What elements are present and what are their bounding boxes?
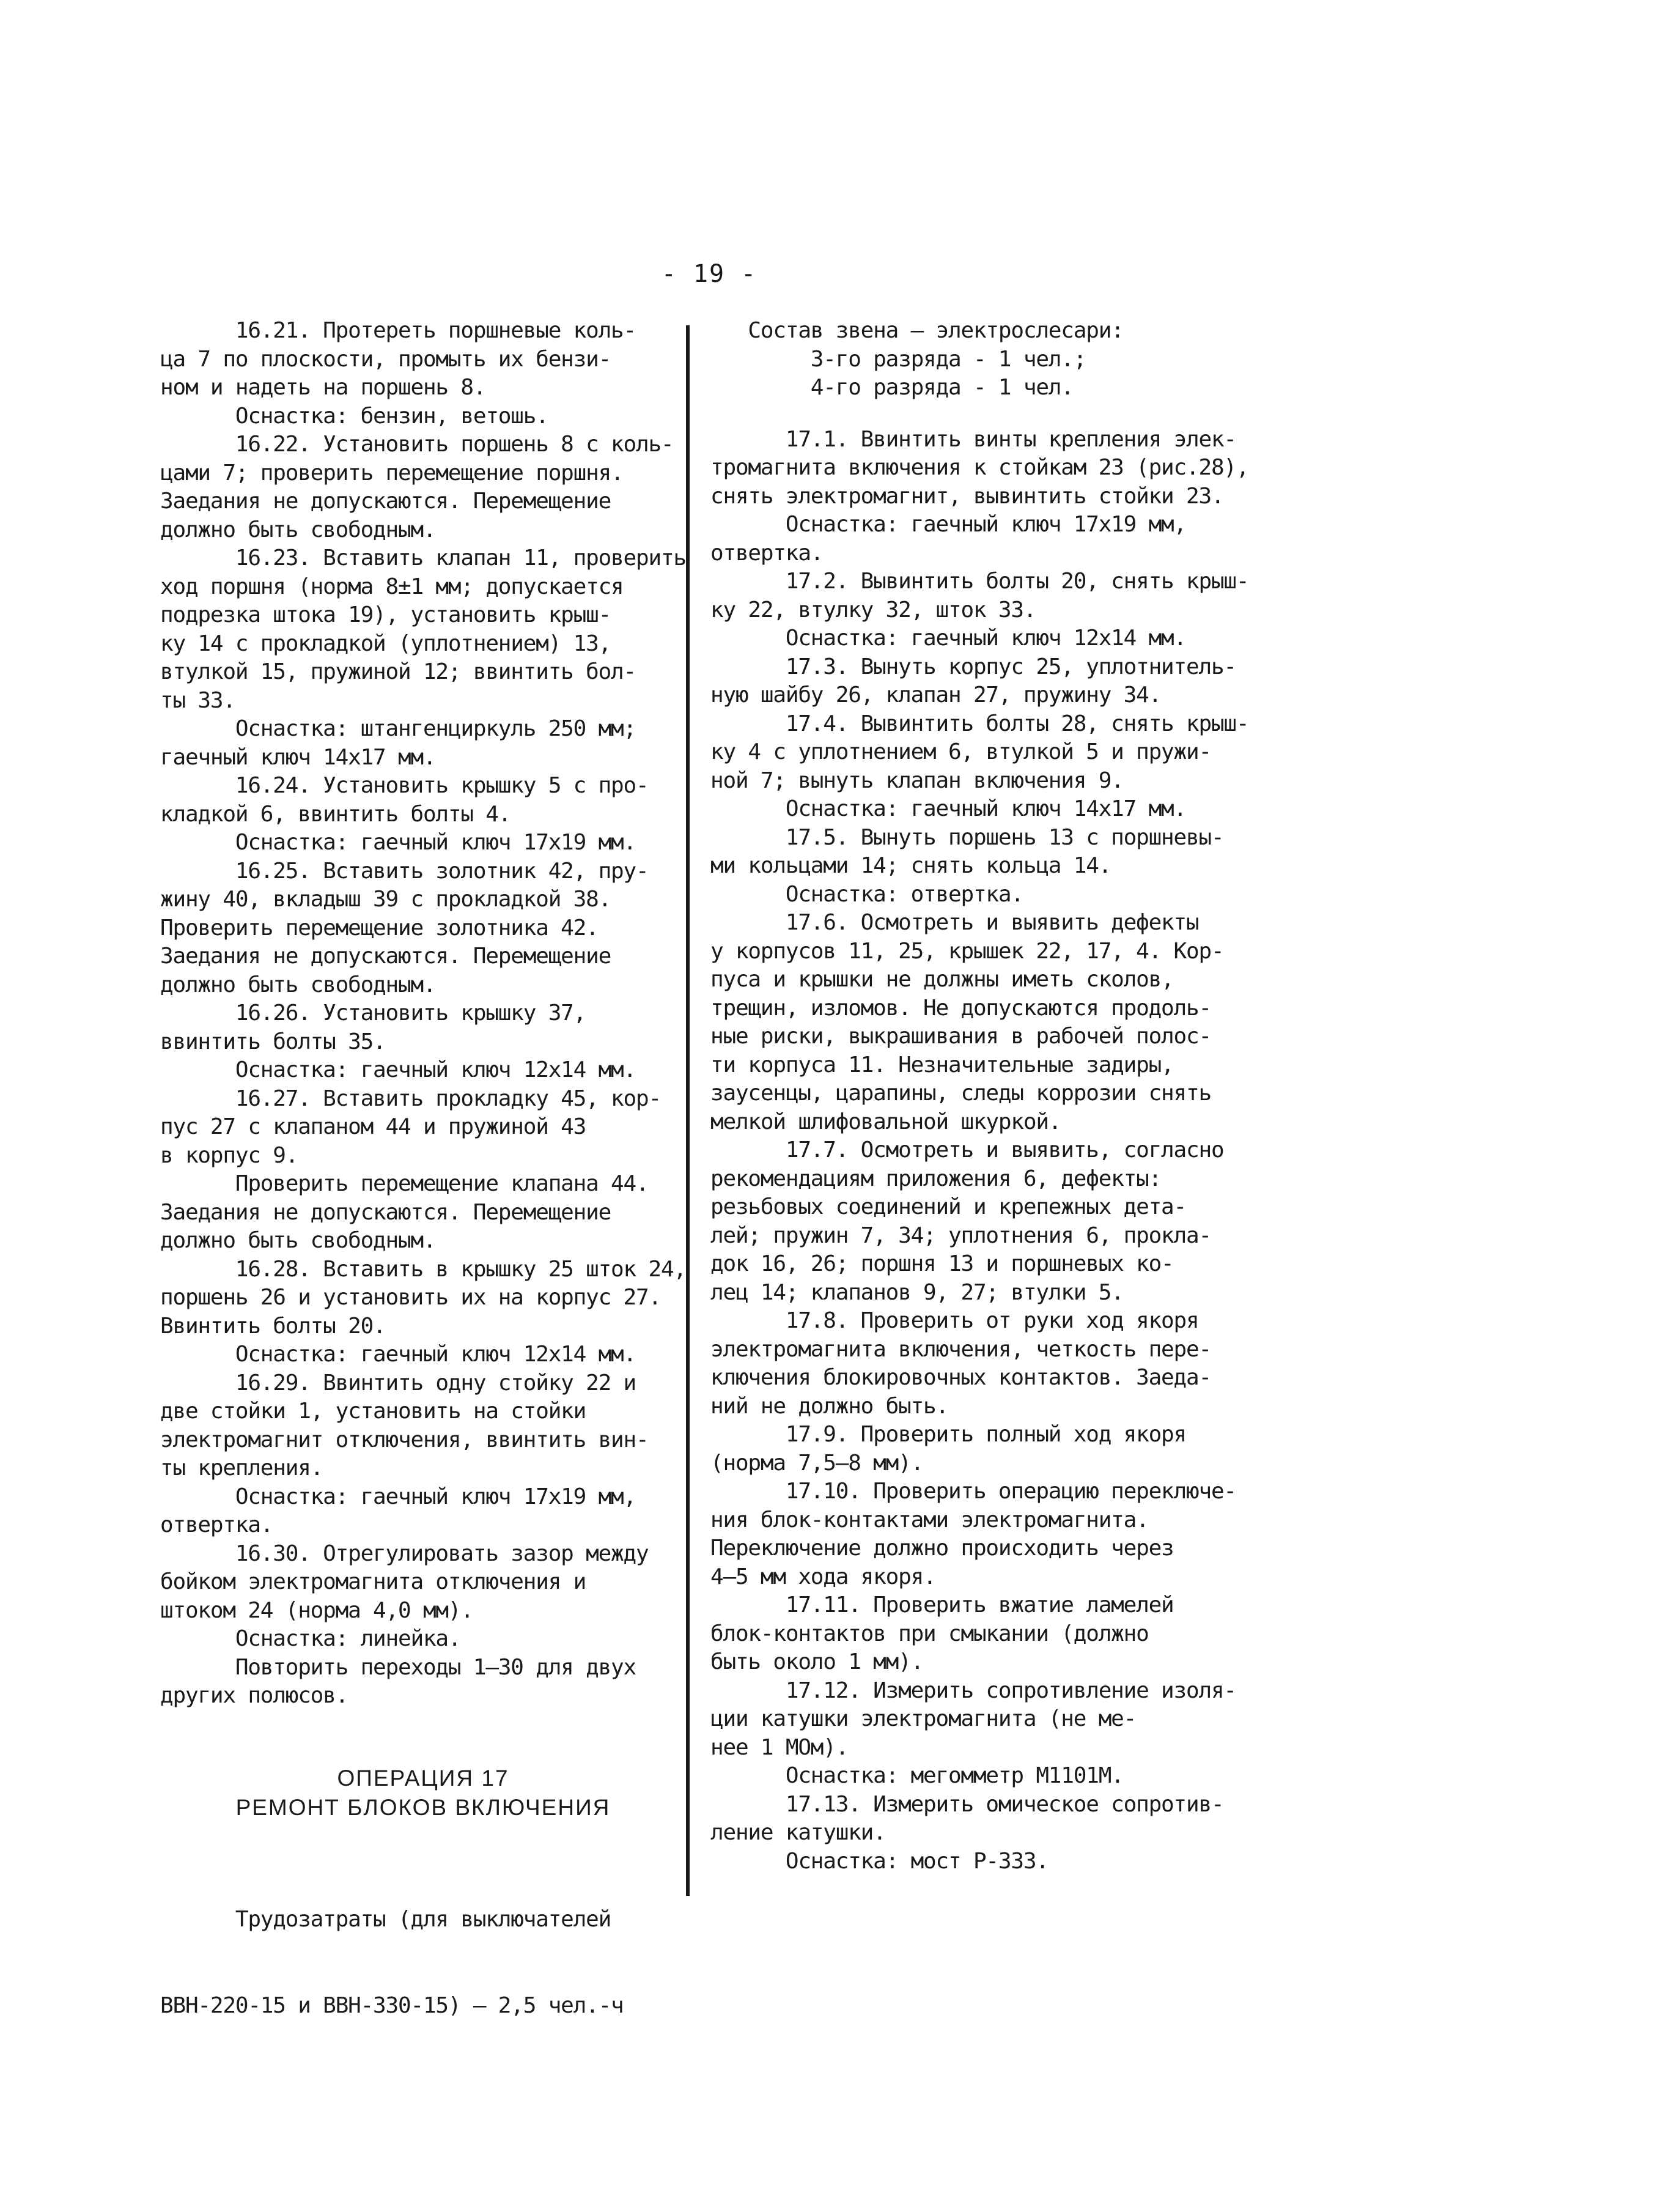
page-number: - 19 - (661, 260, 757, 288)
text-line: Оснастка: штангенциркуль 250 мм; (160, 716, 636, 741)
text-line: ку 14 с прокладкой (уплотнением) 13, (160, 631, 611, 656)
text-line: Оснастка: гаечный ключ 17х19 мм, (710, 512, 1187, 537)
text-line: блок-контактов при смыкании (должно (710, 1621, 1149, 1646)
text-line: ход поршня (норма 8±1 мм; допускается (160, 574, 624, 599)
text-line: электромагнита включения, четкость пере- (710, 1336, 1211, 1362)
text-line: ном и надеть на поршень 8. (160, 375, 486, 400)
text-line: других полюсов. (160, 1683, 348, 1708)
text-line: ции катушки электромагнита (не ме- (710, 1706, 1137, 1731)
text-line: 16.29. Ввинтить одну стойку 22 и (160, 1370, 636, 1396)
text-line: втулкой 15, пружиной 12; ввинтить бол- (160, 659, 636, 684)
text-line: цами 7; проверить перемещение поршня. (160, 460, 624, 486)
text-line: должно быть свободным. (160, 517, 436, 542)
text-line: резьбовых соединений и крепежных дета- (710, 1194, 1187, 1219)
text-line: Оснастка: бензин, ветошь. (160, 403, 548, 429)
text-line: Оснастка: гаечный ключ 17х19 мм, (160, 1484, 636, 1509)
labor-line: Трудозатраты (для выключателей (160, 1907, 611, 1932)
text-line: 17.12. Измерить сопротивление изоля- (710, 1677, 1236, 1703)
text-line: Переключение должно происходить через (710, 1536, 1174, 1561)
text-line: поршень 26 и установить их на корпус 27. (160, 1285, 661, 1310)
text-line: ку 4 с уплотнением 6, втулкой 5 и пружи- (710, 739, 1211, 764)
text-line: 17.7. Осмотреть и выявить, согласно (710, 1137, 1224, 1163)
text-line: две стойки 1, установить на стойки (160, 1399, 586, 1424)
text-line: ния блок-контактами электромагнита. (710, 1507, 1149, 1533)
text-line: 16.30. Отрегулировать зазор между (160, 1541, 649, 1566)
text-line: 17.3. Вынуть корпус 25, уплотнитель- (710, 654, 1236, 679)
text-line: Заедания не допускаются. Перемещение (160, 1199, 611, 1225)
text-line: 17.9. Проверить полный ход якоря (710, 1422, 1187, 1447)
text-line: док 16, 26; поршня 13 и поршневых ко- (710, 1251, 1174, 1276)
text-line: 3-го разряда - 1 чел.; (710, 346, 1086, 372)
labor-line: ВВН-220-15 и ВВН-330-15) — 2,5 чел.-ч (160, 1992, 624, 2018)
text-line: ты крепления. (160, 1456, 323, 1481)
spacer (710, 402, 1273, 426)
text-line: Ввинтить болты 20. (160, 1313, 386, 1339)
text-line: 16.27. Вставить прокладку 45, кор- (160, 1086, 661, 1111)
text-line: Повторить переходы 1–30 для двух (160, 1654, 636, 1680)
text-line: пус 27 с клапаном 44 и пружиной 43 (160, 1114, 586, 1139)
text-line: у корпусов 11, 25, крышек 22, 17, 4. Кор- (710, 938, 1224, 964)
text-line: тромагнита включения к стойкам 23 (рис.28), (710, 455, 1249, 480)
text-line: ми кольцами 14; снять кольца 14. (710, 853, 1111, 878)
text-line: Состав звена — электрослесари: (710, 318, 1124, 343)
text-line: должно быть свободным. (160, 1228, 436, 1253)
text-line: трещин, изломов. Не допускаются продоль- (710, 995, 1211, 1021)
text-line: Оснастка: отвертка. (710, 881, 1023, 907)
text-line: ты 33. (160, 687, 235, 713)
text-line: ку 22, втулку 32, шток 33. (710, 597, 1036, 623)
text-line: 17.4. Вывинтить болты 28, снять крыш- (710, 711, 1249, 736)
labor-cost (160, 1848, 686, 2048)
text-line: отвертка. (160, 1512, 273, 1537)
text-line: Проверить перемещение золотника 42. (160, 915, 599, 941)
text-line: снять электромагнит, вывинтить стойки 23. (710, 483, 1224, 509)
text-line: Оснастка: мегомметр М1101М. (710, 1763, 1124, 1788)
operation-title: ОПЕРАЦИЯ 17 (337, 1766, 509, 1791)
text-line: 4–5 мм хода якоря. (710, 1564, 936, 1589)
text-line: 17.5. Вынуть поршень 13 с поршневы- (710, 824, 1224, 850)
text-line: 16.23. Вставить клапан 11, проверить (160, 546, 686, 571)
text-line: электромагнит отключения, ввинтить вин- (160, 1427, 649, 1452)
text-line: (норма 7,5–8 мм). (710, 1450, 924, 1476)
text-line: ца 7 по плоскости, промыть их бензи- (160, 346, 611, 372)
text-line: ной 7; вынуть клапан включения 9. (710, 768, 1124, 793)
text-line: Заедания не допускаются. Перемещение (160, 944, 611, 969)
text-line: 17.2. Вывинтить болты 20, снять крыш- (710, 569, 1249, 594)
operation-name: РЕМОНТ БЛОКОВ ВКЛЮЧЕНИЯ (235, 1795, 611, 1820)
text-line: 17.6. Осмотреть и выявить дефекты (710, 910, 1199, 935)
text-line: лец 14; клапанов 9, 27; втулки 5. (710, 1279, 1124, 1305)
text-line: ление катушки. (710, 1820, 886, 1845)
text-line: Оснастка: гаечный ключ 12х14 мм. (160, 1342, 636, 1367)
text-line: 17.10. Проверить операцию переключе- (710, 1479, 1236, 1504)
text-line: 16.28. Вставить в крышку 25 шток 24, (160, 1256, 686, 1282)
text-line: Оснастка: гаечный ключ 14х17 мм. (710, 796, 1187, 821)
text-line: кладкой 6, ввинтить болты 4. (160, 801, 511, 827)
text-line: 16.21. Протереть поршневые коль- (160, 318, 636, 343)
text-line: ввинтить болты 35. (160, 1029, 386, 1054)
text-line: заусенцы, царапины, следы коррозии снять (710, 1081, 1211, 1106)
right-column (710, 317, 1273, 1876)
text-line: 16.25. Вставить золотник 42, пру- (160, 858, 649, 884)
text-line: ные риски, выкрашивания в рабочей полос- (710, 1024, 1211, 1049)
text-line: Оснастка: линейка. (160, 1626, 461, 1651)
text-line: Оснастка: гаечный ключ 17х19 мм. (160, 830, 636, 855)
text-line: 17.8. Проверить от руки ход якоря (710, 1308, 1199, 1333)
text-line: нее 1 МОм). (710, 1734, 849, 1760)
text-line: подрезка штока 19), установить крыш- (160, 602, 611, 627)
text-line: ти корпуса 11. Незначительные задиры, (710, 1052, 1174, 1078)
text-line: пуса и крышки не должны иметь сколов, (710, 967, 1174, 992)
text-line: гаечный ключ 14х17 мм. (160, 744, 436, 770)
text-line: Проверить перемещение клапана 44. (160, 1171, 649, 1196)
text-line: рекомендациям приложения 6, дефекты: (710, 1166, 1162, 1191)
text-line: лей; пружин 7, 34; уплотнения 6, прокла- (710, 1223, 1211, 1248)
text-line: отвертка. (710, 540, 824, 566)
text-line: в корпус 9. (160, 1142, 298, 1168)
left-column (160, 317, 686, 1711)
text-line: Заедания не допускаются. Перемещение (160, 489, 611, 514)
text-line: Оснастка: мост Р-333. (710, 1848, 1049, 1874)
text-line: ключения блокировочных контактов. Заеда- (710, 1365, 1211, 1390)
text-line: мелкой шлифовальной шкуркой. (710, 1109, 1061, 1134)
text-line: бойком электромагнита отключения и (160, 1569, 586, 1594)
text-line: 16.22. Установить поршень 8 с коль- (160, 432, 674, 457)
text-line: 17.1. Ввинтить винты крепления элек- (710, 426, 1236, 452)
text-line: Оснастка: гаечный ключ 12х14 мм. (710, 626, 1187, 651)
text-line: 16.24. Установить крышку 5 с про- (160, 773, 649, 798)
text-line: Оснастка: гаечный ключ 12х14 мм. (160, 1057, 636, 1082)
text-line: ний не должно быть. (710, 1393, 949, 1419)
text-line: быть около 1 мм). (710, 1649, 924, 1674)
text-line: ную шайбу 26, клапан 27, пружину 34. (710, 682, 1162, 708)
column-divider (686, 325, 690, 1896)
text-line: должно быть свободным. (160, 972, 436, 997)
text-line: штоком 24 (норма 4,0 мм). (160, 1597, 473, 1623)
text-line: 17.13. Измерить омическое сопротив- (710, 1791, 1224, 1817)
text-line: жину 40, вкладыш 39 с прокладкой 38. (160, 887, 611, 912)
text-line: 17.11. Проверить вжатие ламелей (710, 1592, 1174, 1618)
text-line: 16.26. Установить крышку 37, (160, 1001, 586, 1026)
text-line: 4-го разряда - 1 чел. (710, 375, 1074, 400)
